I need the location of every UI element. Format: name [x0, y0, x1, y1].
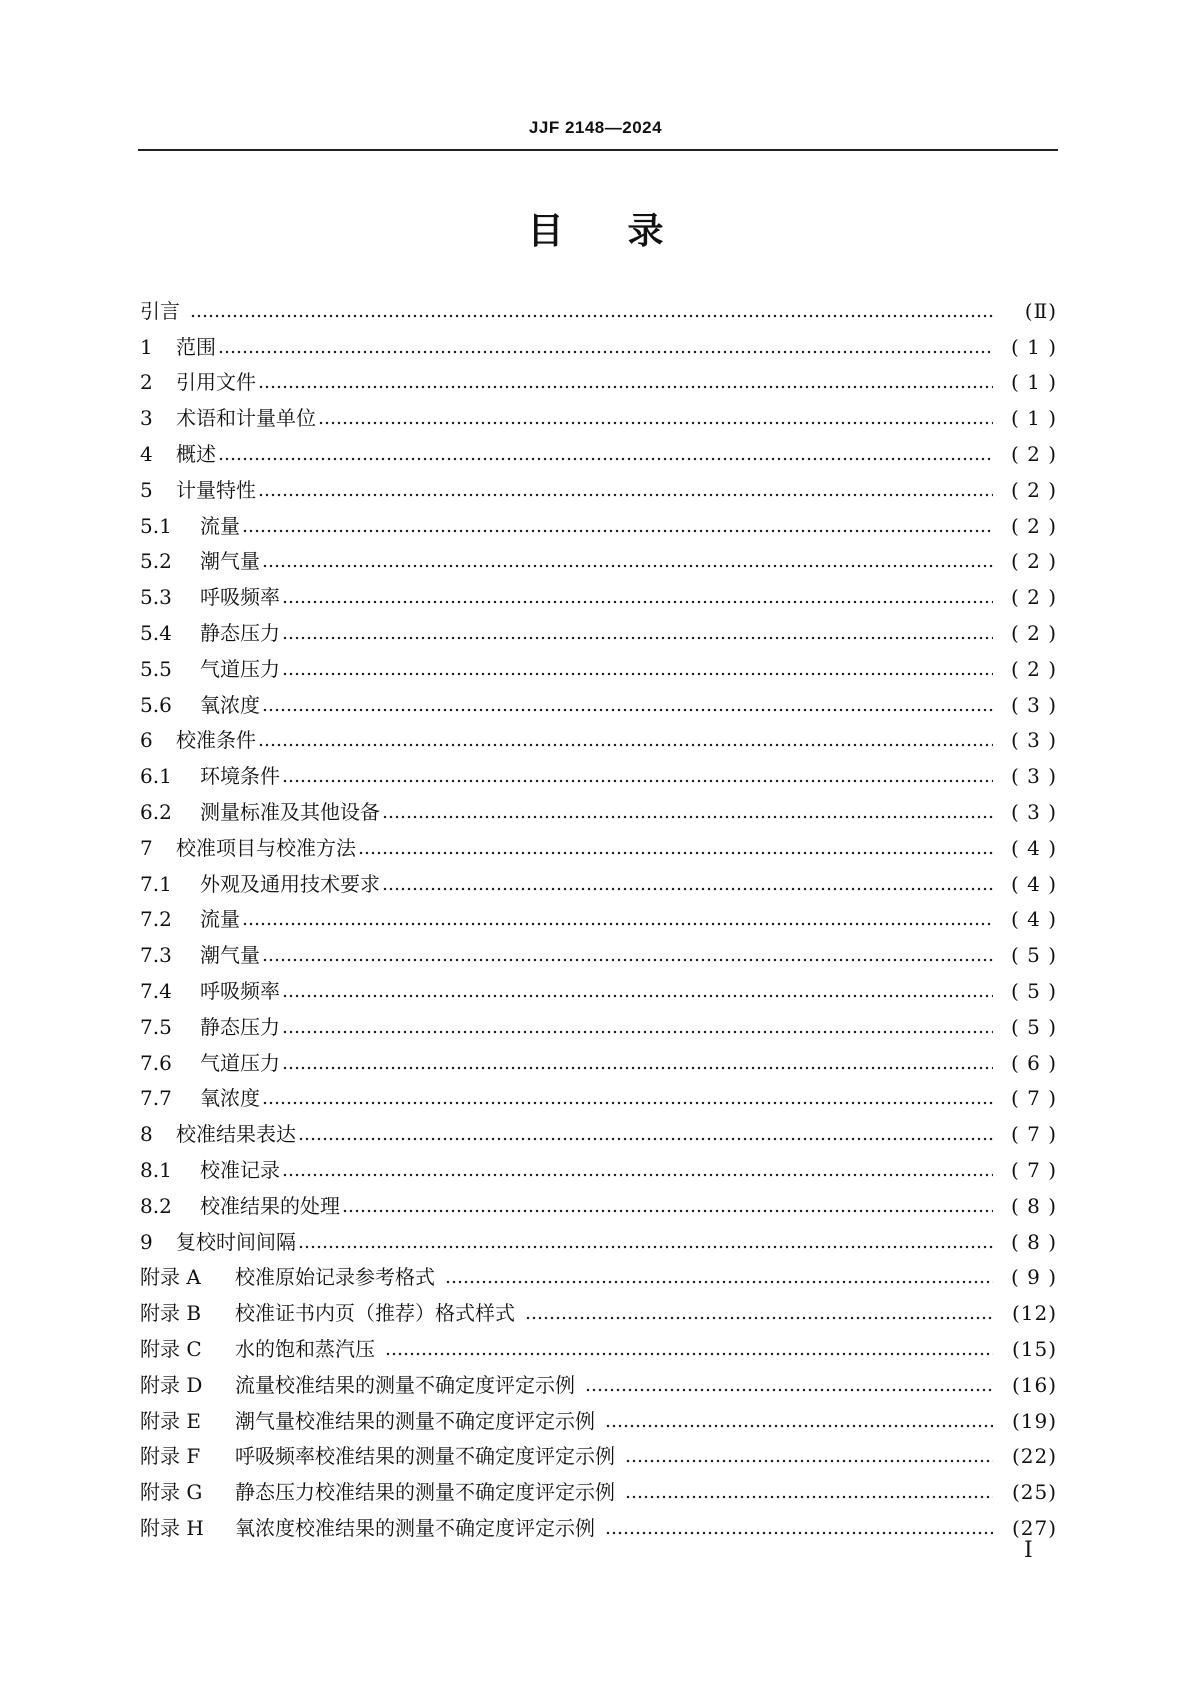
- toc-entry[interactable]: [140, 541, 1057, 577]
- toc-entry-title: 外观及通用技术要求: [200, 871, 380, 896]
- toc-entry[interactable]: [140, 1292, 1057, 1328]
- toc-entry[interactable]: [140, 899, 1057, 935]
- toc-entry[interactable]: [140, 1113, 1057, 1149]
- toc-entry-title: 静态压力: [200, 620, 280, 645]
- toc-entry-number: 9: [140, 1229, 153, 1254]
- dot-leader: [190, 296, 993, 326]
- toc-entry-page: (19): [1011, 1408, 1057, 1433]
- toc-entry-page: ( 8 ): [1010, 1229, 1057, 1254]
- toc-entry[interactable]: [140, 684, 1057, 720]
- toc-entry[interactable]: [140, 576, 1057, 612]
- toc-entry-number: 5.5: [140, 656, 172, 681]
- dot-leader: [282, 582, 993, 612]
- toc-entry-number: 4: [140, 441, 153, 466]
- toc-entry-number: 7.7: [140, 1086, 172, 1111]
- dot-leader: [262, 546, 993, 576]
- toc-entry-number: 7.5: [140, 1014, 172, 1039]
- dot-leader: [298, 1227, 993, 1257]
- toc-entry[interactable]: [140, 1400, 1057, 1436]
- toc-entry[interactable]: [140, 1507, 1057, 1543]
- dot-leader: [625, 1441, 993, 1471]
- toc-entry-number: 5.3: [140, 585, 172, 610]
- toc-entry-title: 校准记录: [200, 1157, 280, 1182]
- toc-entry-number: 3: [140, 406, 153, 431]
- dot-leader: [605, 1513, 993, 1543]
- toc-entry-page: ( 6 ): [1010, 1050, 1057, 1075]
- toc-entry-page: (27): [1011, 1515, 1057, 1540]
- dot-leader: [258, 725, 993, 755]
- title-char: 目: [527, 211, 564, 252]
- toc-entry-title: 范围: [176, 334, 216, 359]
- toc-entry-page: (15): [1011, 1336, 1057, 1361]
- toc-entry-number: 附录 D: [140, 1372, 203, 1397]
- toc-entry-title: 流量: [200, 513, 240, 538]
- toc-entry[interactable]: [140, 397, 1057, 433]
- toc-entry[interactable]: [140, 1328, 1057, 1364]
- toc-entry[interactable]: [140, 612, 1057, 648]
- toc-entry-title: 潮气量校准结果的测量不确定度评定示例: [235, 1408, 595, 1433]
- toc-entry-number: 附录 F: [140, 1444, 201, 1469]
- toc-entry-title: 呼吸频率: [200, 585, 280, 610]
- dot-leader: [282, 1012, 993, 1042]
- dot-leader: [385, 1334, 993, 1364]
- dot-leader: [282, 618, 993, 648]
- toc-entry-page: ( 3 ): [1010, 764, 1057, 789]
- toc-entry-title: 氧浓度: [200, 1086, 260, 1111]
- toc-entry-number: 7.6: [140, 1050, 172, 1075]
- toc-entry-title: 气道压力: [200, 656, 280, 681]
- toc-entry-page: (22): [1011, 1444, 1057, 1469]
- toc-entry[interactable]: [140, 505, 1057, 541]
- toc-entry[interactable]: [140, 1364, 1057, 1400]
- dot-leader: [625, 1477, 993, 1507]
- document-code-header: JJF 2148—2024: [528, 118, 663, 137]
- toc-entry-page: (16): [1011, 1372, 1057, 1397]
- toc-entry[interactable]: [140, 755, 1057, 791]
- toc-entry-page: ( 7 ): [1010, 1086, 1057, 1111]
- toc-entry-title: 环境条件: [200, 764, 280, 789]
- toc-entry[interactable]: [140, 433, 1057, 469]
- toc-entry-number: 5: [140, 477, 153, 502]
- dot-leader: [242, 511, 993, 541]
- dot-leader: [525, 1298, 993, 1328]
- toc-entry-page: ( 2 ): [1010, 656, 1057, 681]
- toc-entry-page: ( 2 ): [1010, 513, 1057, 538]
- toc-entry-title: 术语和计量单位: [176, 406, 316, 431]
- toc-entry-number: 7.2: [140, 907, 172, 932]
- page-number: Ⅰ: [1024, 1538, 1033, 1563]
- toc-entry[interactable]: [140, 1042, 1057, 1078]
- dot-leader: [262, 940, 993, 970]
- dot-leader: [585, 1370, 993, 1400]
- toc-entry-title: 静态压力校准结果的测量不确定度评定示例: [235, 1480, 615, 1505]
- dot-leader: [282, 1155, 993, 1185]
- toc-entry-title: 校准项目与校准方法: [176, 835, 356, 860]
- toc-entry-page: ( 2 ): [1010, 549, 1057, 574]
- toc-entry-title: 引言: [140, 298, 180, 323]
- toc-entry-title: 水的饱和蒸汽压: [235, 1336, 375, 1361]
- dot-leader: [282, 1048, 993, 1078]
- toc-entry-page: ( 5 ): [1010, 1014, 1057, 1039]
- toc-entry-title: 呼吸频率: [200, 978, 280, 1003]
- toc-entry-number: 附录 H: [140, 1515, 204, 1540]
- toc-entry-number: 6.2: [140, 799, 172, 824]
- dot-leader: [262, 690, 993, 720]
- toc-entry-title: 校准结果的处理: [200, 1193, 340, 1218]
- toc-entry-number: 5.2: [140, 549, 172, 574]
- toc-entry-page: ( 3 ): [1010, 692, 1057, 717]
- toc-entry[interactable]: [140, 791, 1057, 827]
- toc-entry-page: ( 8 ): [1010, 1193, 1057, 1218]
- toc-entry-number: 6: [140, 728, 153, 753]
- toc-entry-title: 校准结果表达: [176, 1122, 296, 1147]
- toc-entry-number: 附录 E: [140, 1408, 201, 1433]
- toc-entry[interactable]: [140, 1006, 1057, 1042]
- toc-entry[interactable]: [140, 1471, 1057, 1507]
- dot-leader: [382, 797, 993, 827]
- toc-entry-title: 概述: [176, 441, 216, 466]
- toc-entry-title: 校准证书内页（推荐）格式样式: [235, 1301, 515, 1326]
- toc-entry-number: 7.4: [140, 978, 172, 1003]
- toc-entry-title: 引用文件: [176, 370, 256, 395]
- toc-entry[interactable]: [140, 469, 1057, 505]
- toc-entry-page: (25): [1011, 1480, 1057, 1505]
- toc-entry-number: 8.1: [140, 1157, 172, 1182]
- toc-entry[interactable]: [140, 934, 1057, 970]
- toc-entry-page: ( 3 ): [1010, 799, 1057, 824]
- toc-entry-page: ( 2 ): [1010, 477, 1057, 502]
- toc-entry-page: ( 5 ): [1010, 943, 1057, 968]
- toc-entry-page: ( 1 ): [1010, 334, 1057, 359]
- dot-leader: [282, 761, 993, 791]
- toc-entry[interactable]: [140, 648, 1057, 684]
- dot-leader: [382, 869, 993, 899]
- dot-leader: [258, 367, 993, 397]
- toc-entry-page: ( 9 ): [1010, 1265, 1057, 1290]
- toc-entry[interactable]: [140, 290, 1057, 326]
- toc-entry-page: ( 4 ): [1010, 907, 1057, 932]
- toc-entry-number: 6.1: [140, 764, 172, 789]
- toc-entry-page: ( 7 ): [1010, 1122, 1057, 1147]
- toc-entry-number: 5.1: [140, 513, 172, 538]
- toc-entry[interactable]: [140, 362, 1057, 398]
- toc-entry-title: 校准原始记录参考格式: [235, 1265, 435, 1290]
- toc-entry[interactable]: [140, 720, 1057, 756]
- toc-entry-number: 5.6: [140, 692, 172, 717]
- dot-leader: [282, 976, 993, 1006]
- dot-leader: [605, 1406, 993, 1436]
- toc-entry-page: (12): [1011, 1301, 1057, 1326]
- toc-entry-page: ( 2 ): [1010, 620, 1057, 645]
- header-rule: [138, 149, 1058, 151]
- toc-entry-number: 7: [140, 835, 153, 860]
- toc-entry[interactable]: [140, 326, 1057, 362]
- toc-entry-page: ( 2 ): [1010, 585, 1057, 610]
- page-title: [0, 203, 1191, 254]
- toc-entry-title: 校准条件: [176, 728, 256, 753]
- toc-entry-title: 呼吸频率校准结果的测量不确定度评定示例: [235, 1444, 615, 1469]
- toc-entry-title: 复校时间间隔: [176, 1229, 296, 1254]
- toc-entry-page: ( 1 ): [1010, 406, 1057, 431]
- toc-entry-title: 静态压力: [200, 1014, 280, 1039]
- toc-entry-number: 附录 G: [140, 1480, 203, 1505]
- dot-leader: [342, 1191, 993, 1221]
- toc-entry[interactable]: [140, 863, 1057, 899]
- toc-entry-page: ( 5 ): [1010, 978, 1057, 1003]
- table-of-contents: [140, 290, 1057, 1543]
- toc-entry-title: 气道压力: [200, 1050, 280, 1075]
- toc-entry-number: 1: [140, 334, 153, 359]
- dot-leader: [242, 904, 993, 934]
- dot-leader: [445, 1262, 993, 1292]
- toc-entry-page: ( 4 ): [1010, 835, 1057, 860]
- toc-entry-title: 流量: [200, 907, 240, 932]
- toc-entry[interactable]: [140, 1436, 1057, 1472]
- dot-leader: [218, 439, 993, 469]
- toc-entry[interactable]: [140, 970, 1057, 1006]
- toc-entry-number: 8.2: [140, 1193, 172, 1218]
- toc-entry-title: 潮气量: [200, 943, 260, 968]
- dot-leader: [298, 1119, 993, 1149]
- toc-entry-page: ( 3 ): [1010, 728, 1057, 753]
- toc-entry[interactable]: [140, 1221, 1057, 1257]
- dot-leader: [318, 403, 993, 433]
- toc-entry-number: 附录 B: [140, 1301, 202, 1326]
- dot-leader: [218, 332, 993, 362]
- toc-entry-number: 附录 A: [140, 1265, 201, 1290]
- toc-entry-page: ( 1 ): [1010, 370, 1057, 395]
- toc-entry-number: 7.3: [140, 943, 172, 968]
- toc-entry[interactable]: [140, 827, 1057, 863]
- toc-entry-number: 2: [140, 370, 153, 395]
- toc-entry-number: 8: [140, 1122, 153, 1147]
- toc-entry-title: 计量特性: [176, 477, 256, 502]
- toc-entry-number: 5.4: [140, 620, 172, 645]
- toc-entry-page: ( 4 ): [1010, 871, 1057, 896]
- toc-entry-title: 潮气量: [200, 549, 260, 574]
- toc-entry-number: 附录 C: [140, 1336, 202, 1361]
- dot-leader: [258, 475, 993, 505]
- toc-entry[interactable]: [140, 1185, 1057, 1221]
- toc-entry[interactable]: [140, 1257, 1057, 1293]
- toc-entry[interactable]: [140, 1078, 1057, 1114]
- title-char: 录: [627, 211, 664, 252]
- toc-entry-title: 氧浓度: [200, 692, 260, 717]
- toc-entry-page: (Ⅱ): [1024, 298, 1057, 323]
- toc-entry-page: ( 7 ): [1010, 1157, 1057, 1182]
- toc-entry-number: 7.1: [140, 871, 172, 896]
- toc-entry-page: ( 2 ): [1010, 441, 1057, 466]
- dot-leader: [282, 654, 993, 684]
- toc-entry-title: 测量标准及其他设备: [200, 799, 380, 824]
- toc-entry-title: 氧浓度校准结果的测量不确定度评定示例: [235, 1515, 595, 1540]
- toc-entry[interactable]: [140, 1149, 1057, 1185]
- toc-entry-title: 流量校准结果的测量不确定度评定示例: [235, 1372, 575, 1397]
- dot-leader: [262, 1083, 993, 1113]
- dot-leader: [358, 833, 993, 863]
